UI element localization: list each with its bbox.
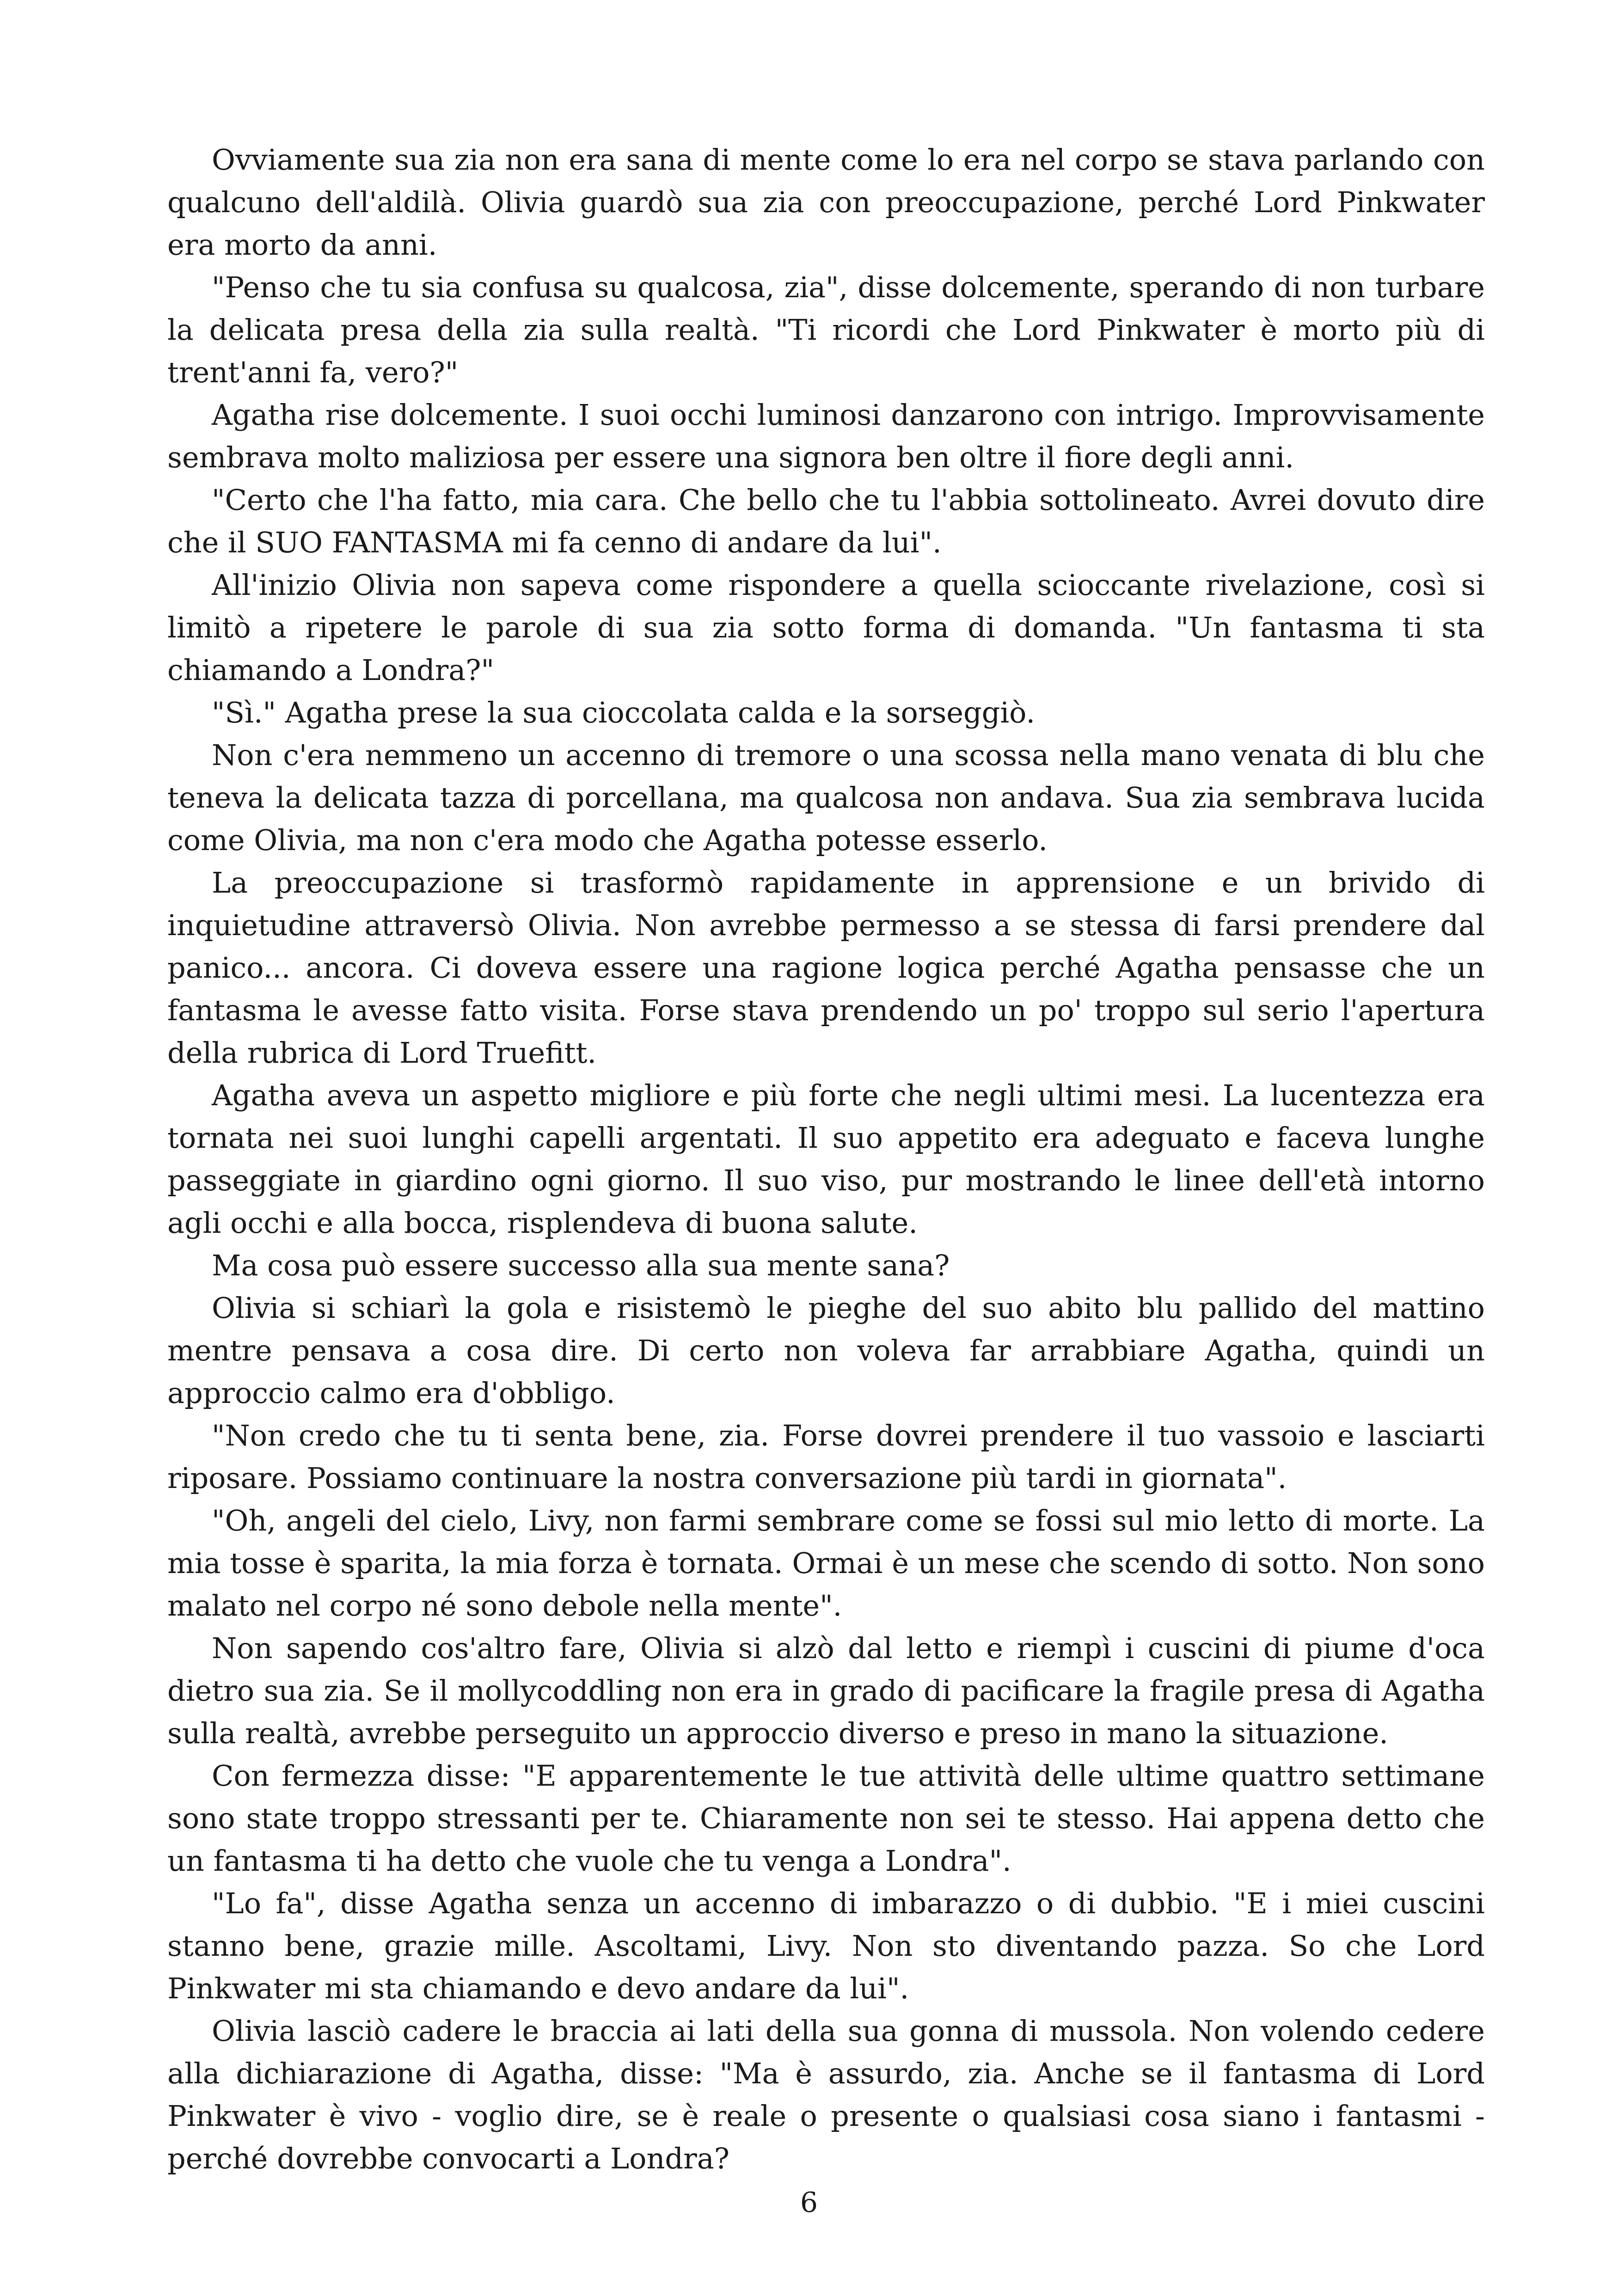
- paragraph: Agatha aveva un aspetto migliore e più forte che negli ultimi mesi. La lucentezza era tornata nei suoi lunghi capelli argentati. Il suo appetito era adeguato e faceva lunghe passeggiate in giardino ogni giorno. Il suo viso, pur mostrando le linee dell'età intorno agli occhi e alla bocca, risplendeva di buona salute.: [167, 1078, 1485, 1240]
- paragraph: "Certo che l'ha fatto, mia cara. Che bello che tu l'abbia sottolineato. Avrei dovuto dire che il SUO FANTASMA mi fa cenno di andare da lui".: [167, 483, 1485, 559]
- paragraph: Non sapendo cos'altro fare, Olivia si alzò dal letto e riempì i cuscini di piume d'oca dietro sua zia. Se il mollycoddling non era in grado di pacificare la fragile presa di Agatha sulla realtà, avrebbe perseguito un approccio diverso e preso in mano la situazione.: [167, 1631, 1485, 1750]
- paragraph: "Lo fa", disse Agatha senza un accenno di imbarazzo o di dubbio. "E i miei cuscini stanno bene, grazie mille. Ascoltami, Livy. Non sto diventando pazza. So che Lord Pinkwater mi sta chiamando e devo andare da lui".: [167, 1886, 1485, 2005]
- paragraph: Olivia si schiarì la gola e risistemò le pieghe del suo abito blu pallido del mattino mentre pensava a cosa dire. Di certo non voleva far arrabbiare Agatha, quindi un approccio calmo era d'obbligo.: [167, 1291, 1485, 1410]
- paragraph: Non c'era nemmeno un accenno di tremore o una scossa nella mano venata di blu che teneva la delicata tazza di porcellana, ma qualcosa non andava. Sua zia sembrava lucida come Olivia, ma non c'era modo che Agatha potesse esserlo.: [167, 738, 1485, 857]
- paragraph: All'inizio Olivia non sapeva come rispondere a quella scioccante rivelazione, così si limitò a ripetere le parole di sua zia sotto forma di domanda. "Un fantasma ti sta chiamando a Londra?": [167, 568, 1485, 687]
- body-text: [167, 139, 1485, 2180]
- paragraph: Ma cosa può essere successo alla sua mente sana?: [212, 1249, 950, 1282]
- paragraph: Con fermezza disse: "E apparentemente le tue attività delle ultime quattro settimane sono state troppo stressanti per te. Chiaramente non sei te stesso. Hai appena detto che un fantasma ti ha detto che vuole che tu venga a Londra".: [167, 1759, 1485, 1878]
- paragraph: Ovviamente sua zia non era sana di mente come lo era nel corpo se stava parlando con qualcuno dell'aldilà. Olivia guardò sua zia con preoccupazione, perché Lord Pinkwater era morto da anni.: [167, 143, 1485, 262]
- paragraph: "Sì." Agatha prese la sua cioccolata calda e la sorseggiò.: [212, 696, 1036, 729]
- paragraph: "Penso che tu sia confusa su qualcosa, zia", disse dolcemente, sperando di non turbare la delicata presa della zia sulla realtà. "Ti ricordi che Lord Pinkwater è morto più di trent'anni fa, vero?": [167, 270, 1485, 389]
- paragraph: "Non credo che tu ti senta bene, zia. Forse dovrei prendere il tuo vassoio e lasciarti riposare. Possiamo continuare la nostra conversazione più tardi in giornata".: [167, 1419, 1485, 1495]
- page-number: 6: [800, 2186, 818, 2219]
- paragraph: Olivia lasciò cadere le braccia ai lati della sua gonna di mussola. Non volendo cedere alla dichiarazione di Agatha, disse: "Ma è assurdo, zia. Anche se il fantasma di Lord Pinkwater è vivo - voglio dire, se è reale o presente o qualsiasi cosa siano i fantasmi - perché dovrebbe convocarti a Londra?: [167, 2014, 1485, 2175]
- paragraph: La preoccupazione si trasformò rapidamente in apprensione e un brivido di inquietudine attraversò Olivia. Non avrebbe permesso a se stessa di farsi prendere dal panico... ancora. Ci doveva essere una ragione logica perché Agatha pensasse che un fantasma le avesse fatto visita. Forse stava prendendo un po' troppo sul serio l'apertura della rubrica di Lord Truefitt.: [167, 866, 1485, 1070]
- paragraph: Agatha rise dolcemente. I suoi occhi luminosi danzarono con intrigo. Improvvisamente sembrava molto maliziosa per essere una signora ben oltre il fiore degli anni.: [167, 398, 1485, 474]
- paragraph: "Oh, angeli del cielo, Livy, non farmi sembrare come se fossi sul mio letto di morte. La mia tosse è sparita, la mia forza è tornata. Ormai è un mese che scendo di sotto. Non sono malato nel corpo né sono debole nella mente".: [167, 1504, 1485, 1623]
